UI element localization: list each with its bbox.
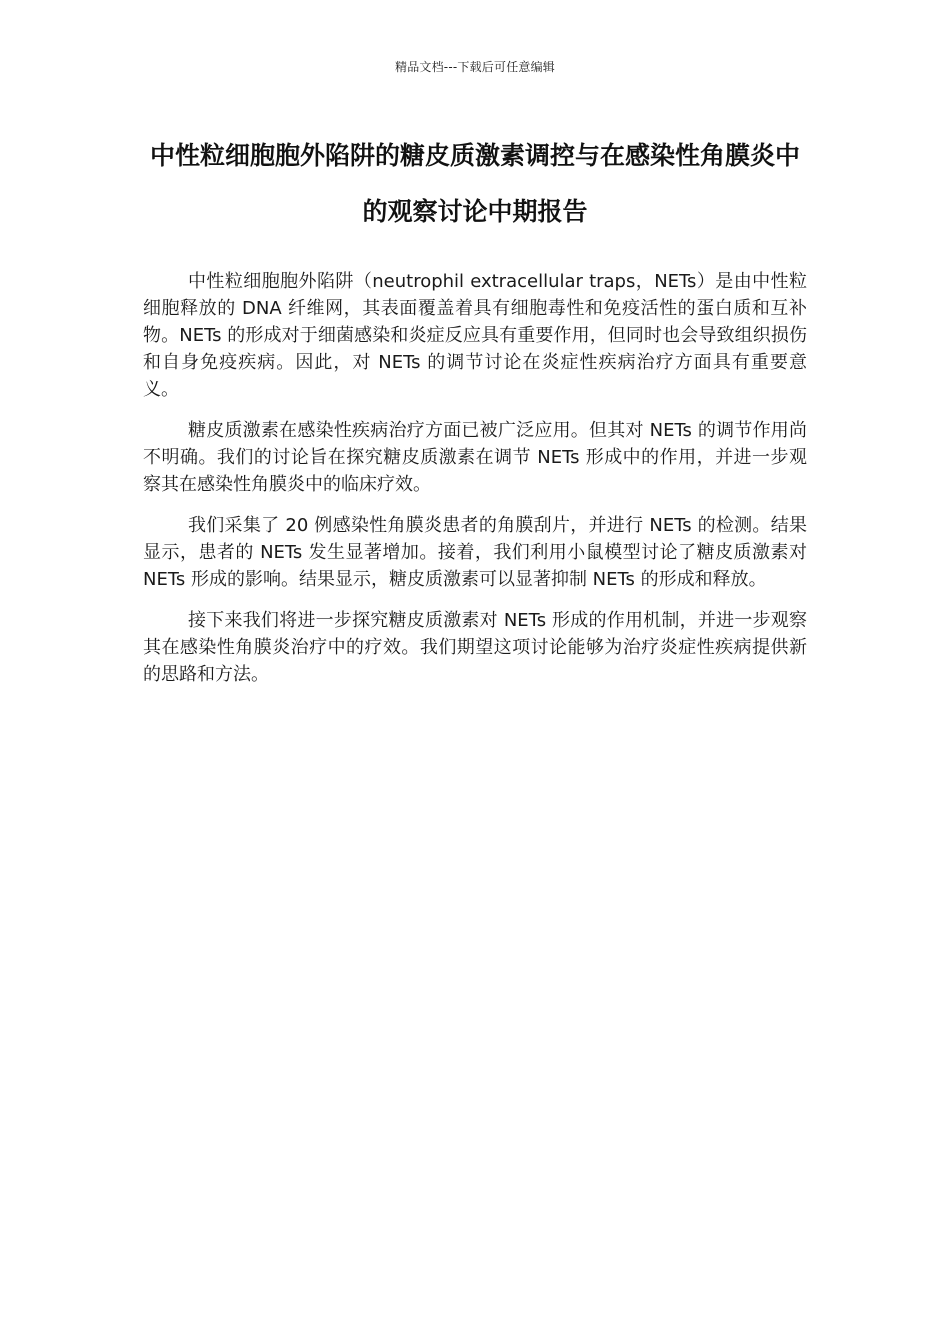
paragraph-2: 糖皮质激素在感染性疾病治疗方面已被广泛应用。但其对 NETs 的调节作用尚不明确。我们的讨论旨在探究糖皮质激素在调节 NETs 形成中的作用，并进一步观察其在感染性角膜炎中的临床疗效。 bbox=[143, 420, 807, 495]
header-note: 精品文档---下载后可任意编辑 bbox=[395, 60, 555, 74]
paragraph-3: 我们采集了 20 例感染性角膜炎患者的角膜刮片，并进行 NETs 的检测。结果显示，患者的 NETs 发生显著增加。接着，我们利用小鼠模型讨论了糖皮质激素对 NETs 形成的影响。结果显示，糖皮质激素可以显著抑制 NETs 的形成和释放。 bbox=[143, 515, 807, 590]
paragraph-1: 中性粒细胞胞外陷阱（neutrophil extracellular traps，NETs）是由中性粒细胞释放的 DNA 纤维网，其表面覆盖着具有细胞毒性和免疫活性的蛋白质和互补物。NETs 的形成对于细菌感染和炎症反应具有重要作用，但同时也会导致组织损伤和自身免疫疾病。因此，对 NETs 的调节讨论在炎症性疾病治疗方面具有重要意义。 bbox=[143, 271, 807, 400]
paragraph-4: 接下来我们将进一步探究糖皮质激素对 NETs 形成的作用机制，并进一步观察其在感染性角膜炎治疗中的疗效。我们期望这项讨论能够为治疗炎症性疾病提供新的思路和方法。 bbox=[143, 610, 807, 685]
document-body bbox=[143, 268, 807, 702]
document-title: 中性粒细胞胞外陷阱的糖皮质激素调控与在感染性角膜炎中的观察讨论中期报告 bbox=[149, 141, 800, 226]
